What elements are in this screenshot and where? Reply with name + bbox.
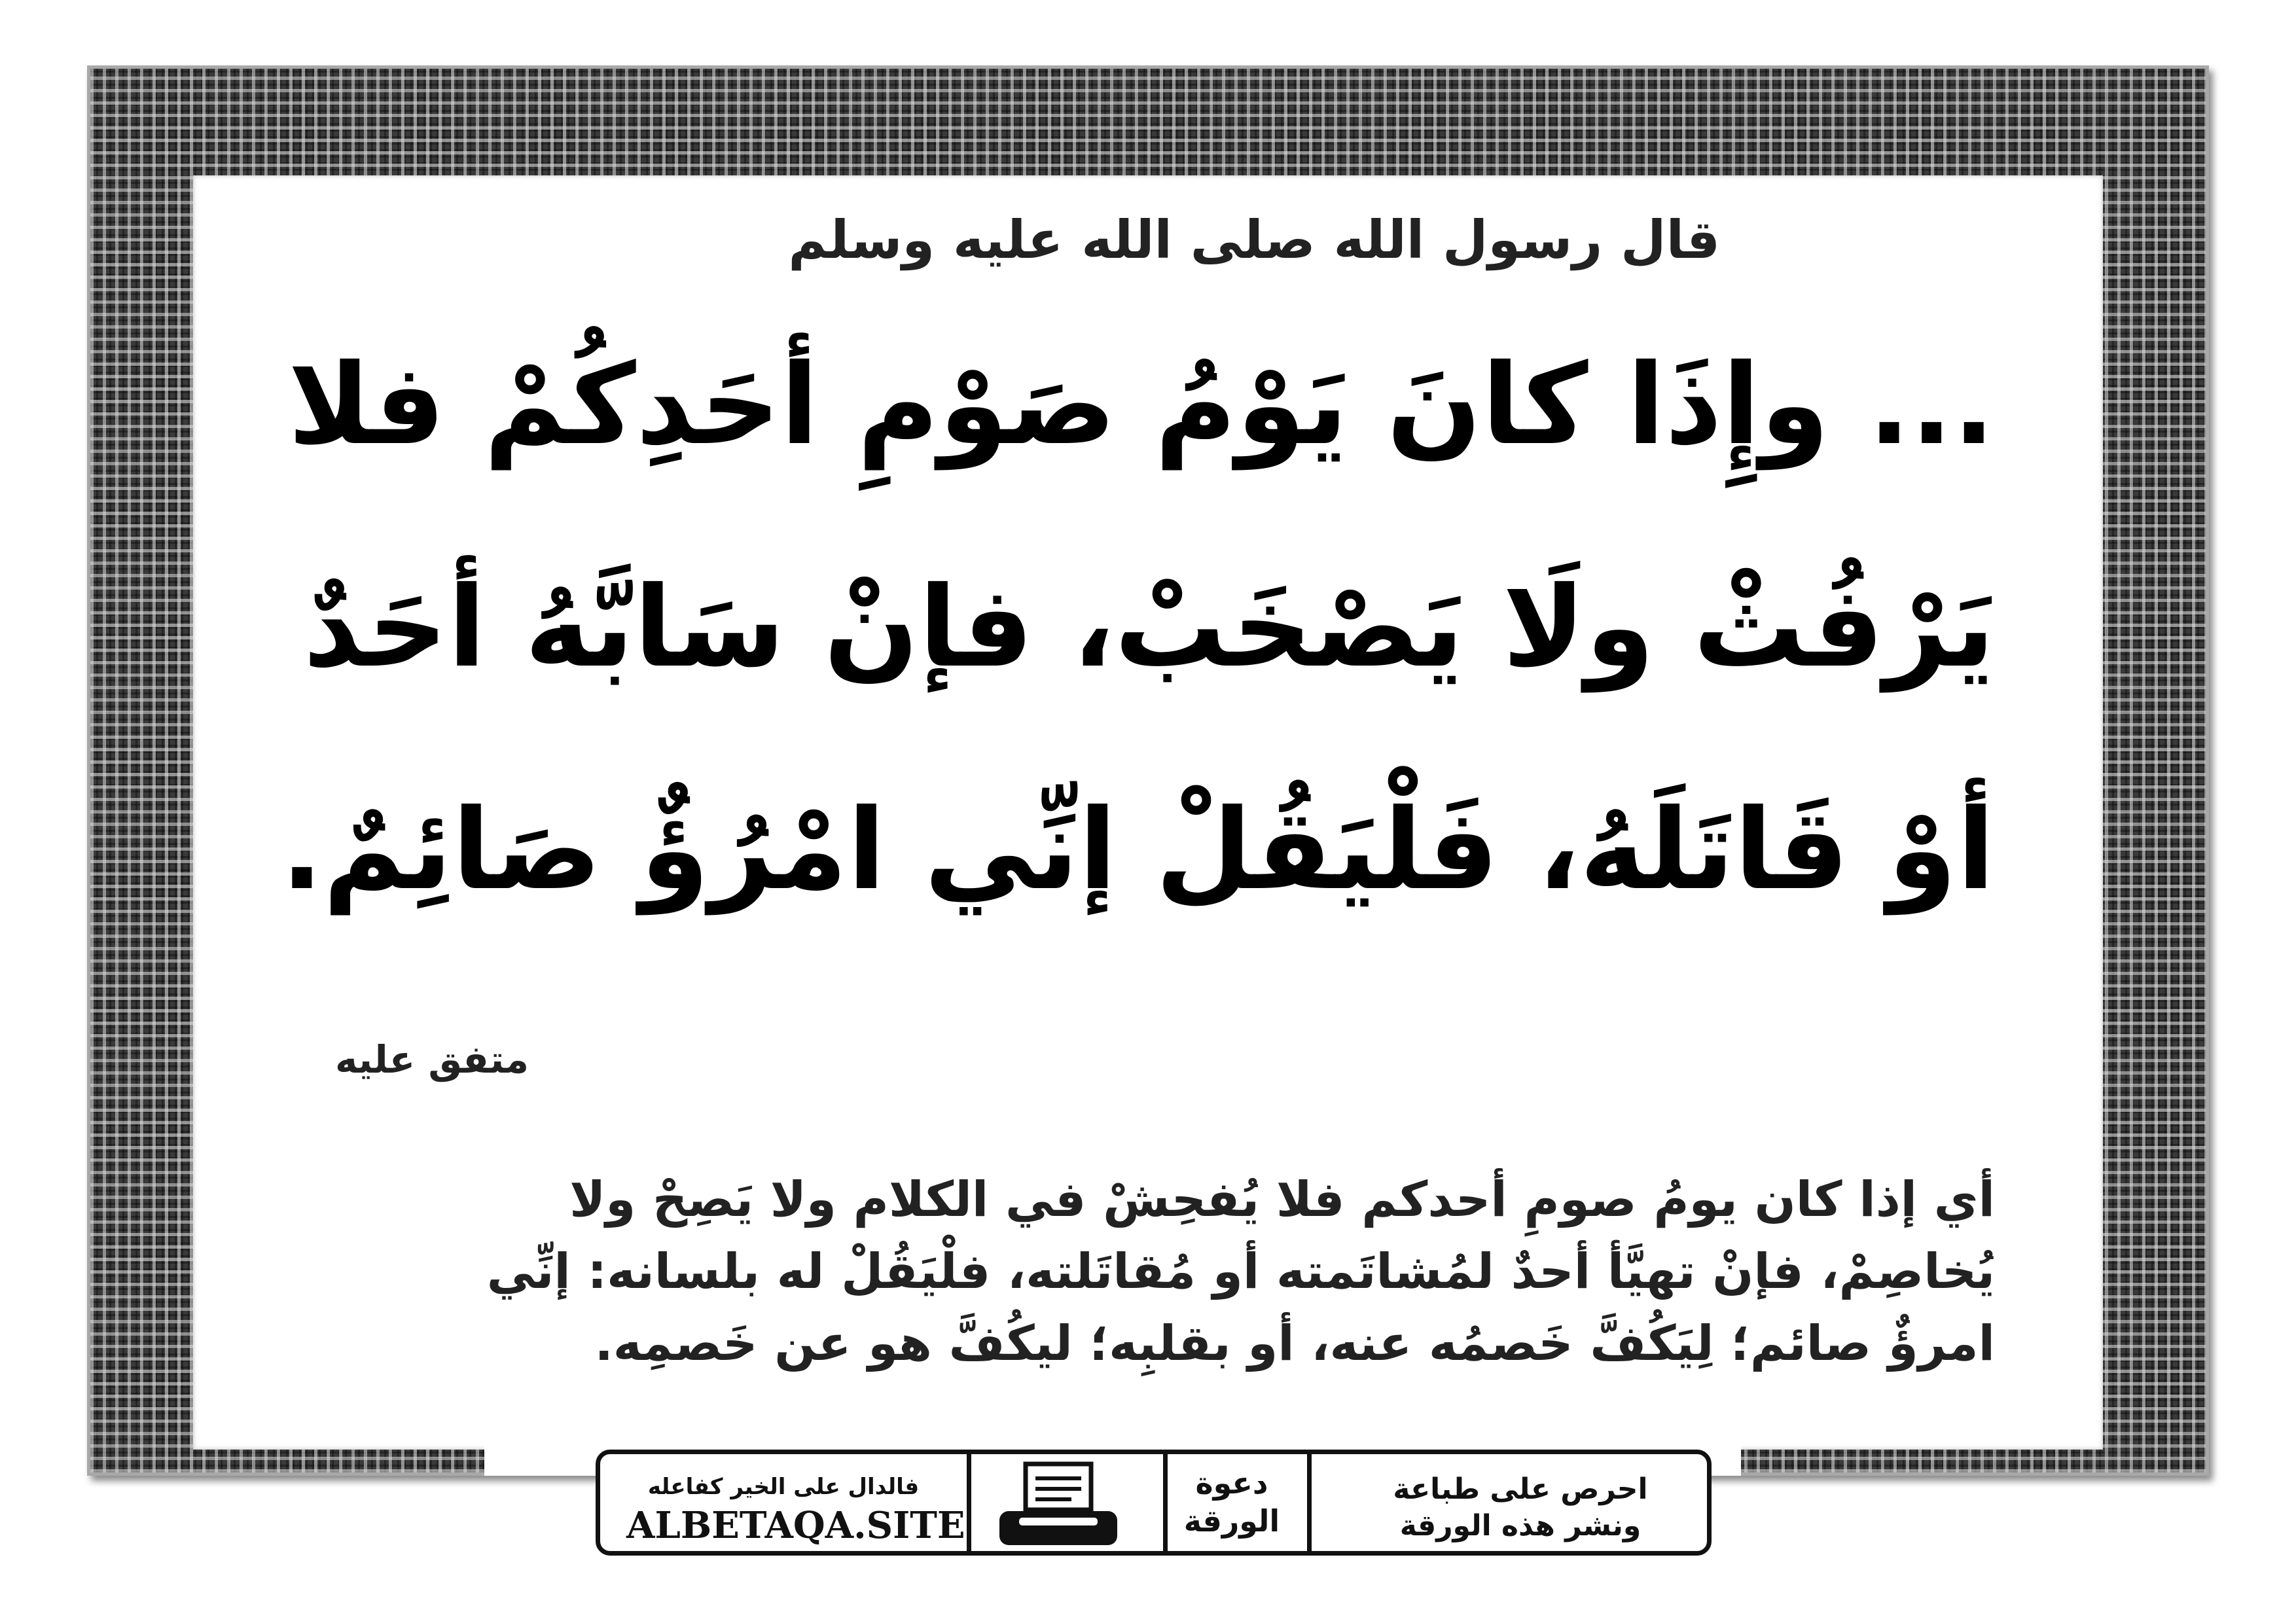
hadith-line: ... وإِذَا كانَ يَوْمُ صَوْمِ أحَدِكُمْ فلا bbox=[287, 340, 1995, 470]
hadith-line: أوْ قَاتَلَهُ، فَلْيَقُلْ إنِّي امْرُؤٌ صَائِمٌ. bbox=[281, 785, 1995, 915]
footer-divider bbox=[1307, 1454, 1312, 1551]
logo: دعوة الورقة bbox=[1183, 1465, 1280, 1539]
printer-icon bbox=[993, 1457, 1124, 1552]
hadith-line: يَرْفُثْ ولَا يَصْخَبْ، فإنْ سَابَّهُ أحَدٌ bbox=[303, 563, 1995, 692]
explanation-line: أي إذا كان يومُ صومِ أحدكم فلا يُفحِشْ في الكلام ولا يَصِحْ ولا bbox=[569, 1171, 1995, 1228]
intro-heading: قال رسول الله صلى الله عليه وسلم bbox=[788, 209, 1720, 270]
print-cta-line2: ونشر هذه الورقة bbox=[1399, 1509, 1641, 1543]
explanation-line: يُخاصِمْ، فإنْ تهيَّأ أحدٌ لمُشاتَمته أو مُقاتَلته، فلْيَقُلْ له بلسانه: إنِّي bbox=[486, 1243, 1995, 1300]
print-cta-line1: احرص على طباعة bbox=[1393, 1472, 1648, 1506]
site-link[interactable]: ALBETAQA.SITE bbox=[626, 1504, 965, 1547]
footer-banner bbox=[596, 1450, 1712, 1556]
explanation-line: امرؤٌ صائم؛ لِيَكُفَّ خَصمُه عنه، أو بقلبِه؛ ليكُفَّ هو عن خَصمِه. bbox=[594, 1315, 1995, 1372]
hadith-source: متفق عليه bbox=[335, 1037, 529, 1082]
footer-slogan: فالدال على الخير كفاعله bbox=[647, 1474, 920, 1500]
footer-divider bbox=[967, 1454, 971, 1551]
